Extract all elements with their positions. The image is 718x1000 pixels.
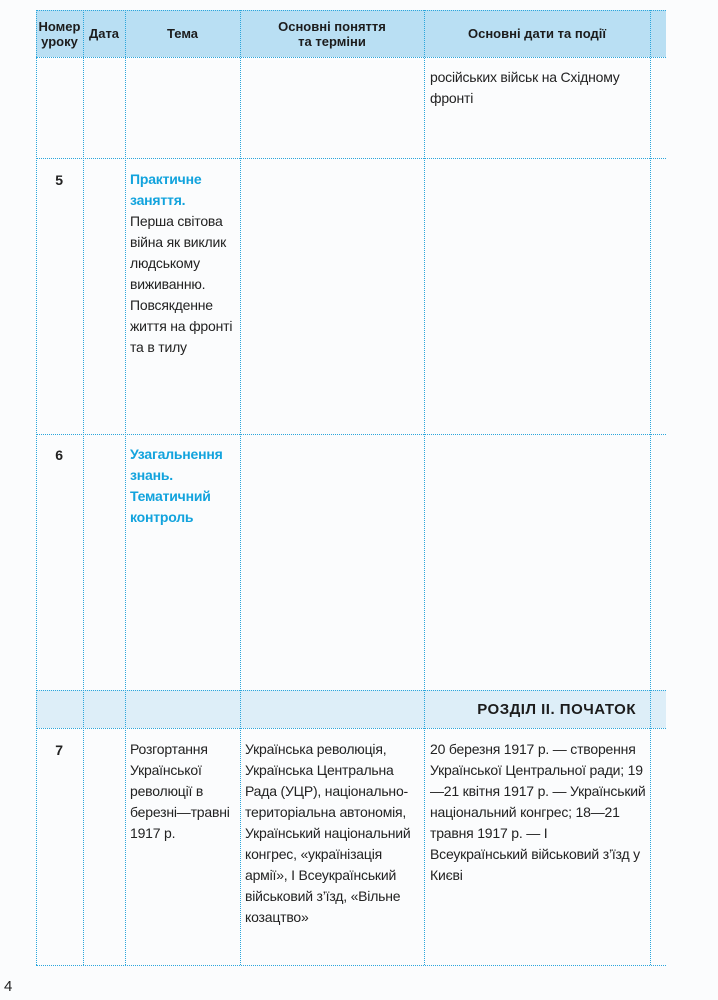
- header-topic: Тема: [166, 26, 199, 41]
- topic-title: Узагальнення знань. Тематичний контроль: [130, 446, 223, 525]
- table-border-left: [36, 10, 37, 965]
- row-divider: [36, 690, 666, 691]
- topic-title: Практичне заняття.: [130, 171, 202, 208]
- column-divider: [650, 10, 651, 965]
- row-divider: [36, 57, 666, 58]
- column-divider: [424, 10, 425, 965]
- column-divider: [240, 10, 241, 965]
- row-topic: Розгортання Української революції в березні—травні 1917 р.: [130, 741, 230, 841]
- header-dates-events: Основні дати та події: [467, 26, 606, 41]
- lesson-plan-table: [36, 10, 666, 965]
- column-divider: [83, 10, 84, 965]
- lesson-number: 6: [55, 447, 63, 463]
- row-concepts: Українська революція, Українська Центральна Рада (УЦР), національно-територіальна автономія, Український національний конгрес, «українізація армії», І Всеукраїнський військовий з’їзд, «Вільне козацтво»: [245, 741, 411, 925]
- topic-text: Перша світова війна як виклик людському виживанню. Повсякденне життя на фронті та в тилу: [130, 213, 233, 355]
- page-number: 4: [4, 978, 13, 995]
- row-topic: [130, 169, 238, 358]
- row-divider: [36, 434, 666, 435]
- lesson-number: 5: [55, 172, 63, 188]
- header-concepts: Основні поняття та терміни: [278, 18, 386, 49]
- row-events: російських військ на Східному фронті: [430, 69, 620, 106]
- table-border-bottom: [36, 965, 666, 966]
- lesson-number: 7: [55, 742, 63, 758]
- row-divider: [36, 728, 666, 729]
- section-banner: [36, 690, 666, 728]
- header-date: Дата: [88, 26, 120, 41]
- section-title: РОЗДІЛ ІІ. ПОЧАТОК: [477, 700, 636, 718]
- row-divider: [36, 158, 666, 159]
- column-divider: [125, 10, 126, 965]
- header-lesson-number: Номер уроку: [38, 18, 81, 49]
- row-events: 20 березня 1917 р. — створення Української Центральної ради; 19—21 квітня 1917 р. — Український національний конгрес; 18—21 травня 1917 р. — І Всеукраїнський військовий з’їзд у Києві: [430, 741, 646, 883]
- row-topic: [130, 444, 238, 528]
